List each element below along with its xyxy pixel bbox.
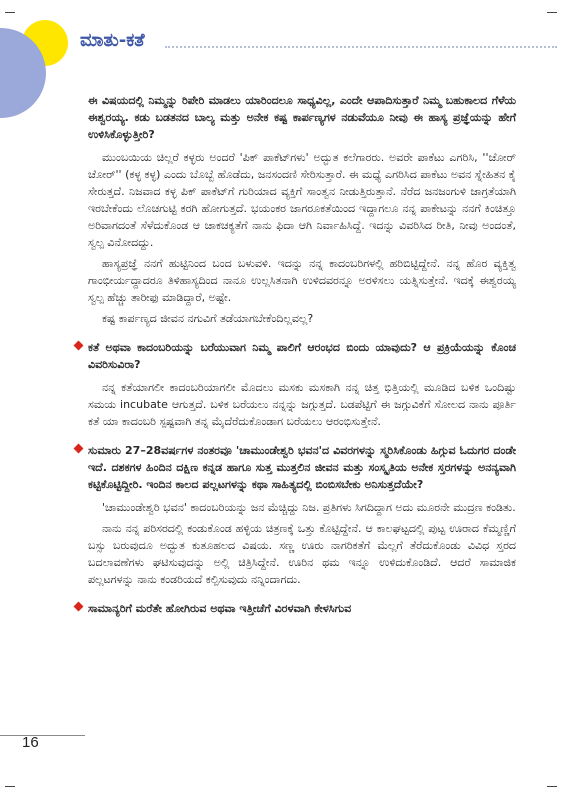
page-section-title: ಮಾತು-ಕತೆ (80, 30, 145, 51)
answer-3-paragraph-1: 'ಚಾಮುಂಡೇಶ್ವರಿ ಭವನ' ಕಾದಂಬರಿಯನ್ನು ಜನ ಮೆಚ್ಚಿದ್ದು ನಿಜ. ಪ್ರತಿಗಳು ಸಿಗದಿದ್ದಾಗ ಅದು ಮೂರನೇ ಮುದ್ರಣ ಕಂಡಿತು. (102, 501, 516, 514)
page-number: 16 (22, 734, 39, 751)
red-diamond-icon (74, 444, 84, 454)
red-diamond-icon (74, 341, 84, 351)
article-body (88, 92, 516, 623)
crop-mark (547, 786, 557, 787)
answer-1-paragraph-1: ಮುಂಬಯಿಯ ಚಿಲ್ಲರೆ ಕಳ್ಳರು ಅಂದರೆ 'ಪಿಕ್ ಪಾಕೆಟ್‌ಗಳು' ಅದ್ಭುತ ಕಲೆಗಾರರು. ಅವರೇ ಪಾಕೆಟು ಎಗರಿಸಿ, ''ಚೋರ್ ಚೋರ್'' (ಕಳ್ಳ ಕಳ್ಳ) ಎಂದು ಬೊಬ್ಬೆ ಹೊಡೆದು, ಜನಸಂದಣಿ ಸೇರಿಸುತ್ತಾರೆ. ಈ ಮಧ್ಯೆ ಎಗರಿಸಿದ ಪಾಕೆಟು ಅವನ ಸ್ನೇಹಿತನ ಕೈ ಸೇರುತ್ತದೆ. ನಿಜವಾದ ಕಳ್ಳ ಪಿಕ್ ಪಾಕೆಟ್‌ಗೆ ಗುರಿಯಾದ ವ್ಯಕ್ತಿಗೆ ಸಾಂತ್ವನ ನೀಡುತ್ತಿರುತ್ತಾನೆ. ನೆರೆದ ಜನಜಂಗುಳಿ ಜಾಗ್ರತೆಯಾಗಿ ಇರಬೇಕೆಂದು ಲೊಚಗುಟ್ಟಿ ಕರಗಿ ಹೋಗುತ್ತದೆ. ಭಯಂಕರ ಜಾಗರೂಕತೆಯಿಂದ ಇದ್ದಾಗಲೂ ನನ್ನ ಪಾಕೇಟನ್ನು ನನಗೆ ಕಿಂಚಿತ್ತೂ ಅರಿವಾಗದಂತೆ ಸೆಳೆದುಕೊಂಡ ಆ ಚಾಕಚಕ್ಯತೆಗೆ ನಾನು ಫಿದಾ ಆಗಿ ನಿರ್ವಾಹಿಸಿದ್ದೆ. ಇದನ್ನು ವಿವರಿಸಿದ ರೀತಿ, ನೀವು ಅಂದಂತೆ, ಸ್ವಲ್ಪ ವಿನೋದದ್ದು. (88, 151, 516, 249)
answer-2-paragraph-1: ನನ್ನ ಕತೆಯಾಗಲೀ ಕಾದಂಬರಿಯಾಗಲೀ ಮೊದಲು ಮಸಕು ಮಸಕಾಗಿ ನನ್ನ ಚಿತ್ತ ಭಿತ್ತಿಯಲ್ಲಿ ಮೂಡಿದ ಬಳಿಕ ಒಂದಿಷ್ಟು ಸಮಯ incubate ಆಗುತ್ತದೆ. ಬಳಿಕ ಬರೆಯಲು ನನ್ನನ್ನು ಜಗ್ಗುತ್ತದೆ. ಬಡಪೆಟ್ಟಿಗೆ ಈ ಜಗ್ಗುವಿಕೆಗೆ ಸೋಲದ ನಾನು ಪೂರ್ತಿ ಕತೆ ಯಾ ಕಾದಂಬರಿ ಸ್ಪಷ್ಟವಾಗಿ ತನ್ನ ಮೈದೆರೆದುಕೊಂಡಾಗ ಬರೆಯಲು ಆರಂಭಿಸುತ್ತೇನೆ. (88, 381, 516, 428)
question-2: ಕತೆ ಅಥವಾ ಕಾದಂಬರಿಯನ್ನು ಬರೆಯುವಾಗ ನಿಮ್ಮ ಪಾಲಿಗೆ ಆರಂಭದ ಬಿಂದು ಯಾವುದು? ಆ ಪ್ರಕ್ರಿಯೆಯನ್ನು ಕೊಂಚ ವಿವರಿಸುವಿರಾ? (88, 341, 516, 371)
answer-1-paragraph-2: ಹಾಸ್ಯಪ್ರಜ್ಞೆ ನನಗೆ ಹುಟ್ಟಿನಿಂದ ಬಂದ ಬಳುವಳಿ. ಇದನ್ನು ನನ್ನ ಕಾದಂಬರಿಗಳಲ್ಲಿ ಹರಿಬಿಟ್ಟಿದ್ದೇನೆ. ನನ್ನ ಹೊರ ವ್ಯಕ್ತಿತ್ವ ಗಾಂಭೀರ್ಯದ್ದಾದರೂ ತಿಳಿಹಾಸ್ಯದಿಂದ ನಾನೂ ಉಲ್ಲಸಿತನಾಗಿ ಉಳಿದವರನ್ನೂ ಅರಳಿಸಲು ಯತ್ನಿಸುತ್ತೇನೆ. ಇದಕ್ಕೆ ಈಶ್ವರಯ್ಯ ಸ್ವಲ್ಪ ಹೆಚ್ಚು ತಾರೀಫು ಮಾಡಿದ್ದಾರೆ, ಅಷ್ಟೇ. (88, 257, 516, 304)
question-4-row (88, 600, 516, 617)
question-1: ಈ ವಿಷಯದಲ್ಲಿ ನಿಮ್ಮನ್ನು ರಿಪೇರಿ ಮಾಡಲು ಯಾರಿಂದಲೂ ಸಾಧ್ಯವಿಲ್ಲ, ಎಂದೇ ಆಪಾದಿಸುತ್ತಾರೆ ನಿಮ್ಮ ಬಹುಕಾಲದ ಗೆಳೆಯ ಈಶ್ವರಯ್ಯ. ಕಡು ಬಡತನದ ಬಾಲ್ಯ ಮತ್ತು ಅನೇಕ ಕಷ್ಟ ಕಾರ್ಪಣ್ಯಗಳ ನಡುವೆಯೂ ನೀವು ಈ ಹಾಸ್ಯ ಪ್ರಜ್ಞೆಯನ್ನು ಹೇಗೆ ಉಳಿಸಿಕೊಳ್ಳುತ್ತೀರಿ? (88, 94, 516, 141)
answer-1-paragraph-3: ಕಷ್ಟ ಕಾರ್ಪಣ್ಯದ ಜೀವನ ನಗುವಿಗೆ ತಡೆಯಾಗಬೇಕೆಂದಿಲ್ಲವಲ್ಲ? (102, 312, 314, 325)
crop-mark (5, 786, 15, 787)
answer-3-paragraph-2: ನಾನು ನನ್ನ ಪರಿಸರದಲ್ಲಿ ಕಂಡುಕೊಂಡ ಹಳ್ಳಿಯ ಚಿತ್ರಣಕ್ಕೆ ಒತ್ತು ಕೊಟ್ಟಿದ್ದೇನೆ. ಆ ಕಾಲಘಟ್ಟದಲ್ಲಿ ಪುಟ್ಟ ಊರಾದ ಕೆಮ್ಮಣ್ಣಿಗೆ ಬಸ್ಸು ಬರುವುದೂ ಅದ್ಭುತ ಕುತೂಹಲದ ವಿಷಯ. ಸಣ್ಣ ಊರು ನಾಗರಿಕತೆಗೆ ಮೆಲ್ಲಗೆ ತೆರೆದುಕೊಂಡು ವಿವಿಧ ಸ್ತರದ ಬದಲಾವಣೆಗಳು ಘಟಿಸುವುದನ್ನು ಅಲ್ಲಿ ಚಿತ್ರಿಸಿದ್ದೇನೆ. ಊರಿನ ಥಮ ಇನ್ನೂ ಉಳಿದುಕೊಂಡಿದೆ. ಆದರೆ ಸಾಮಾಜಿಕ ಪಲ್ಲಟಗಳನ್ನು ನಾನು ಕಂಡರಿಯದೆ ಕಲ್ಪಿಸುವುದು ನನ್ನಿಂದಾಗದು. (88, 522, 516, 586)
crop-mark (5, 12, 15, 13)
qa-block-2 (88, 339, 516, 430)
header-dotted-rule (165, 46, 557, 48)
question-3-row (88, 442, 516, 493)
qa-block-3 (88, 442, 516, 588)
crop-mark (547, 12, 557, 13)
question-3: ಸುಮಾರು 27–28ವರ್ಷಗಳ ನಂತರವೂ 'ಚಾಮುಂಡೇಶ್ವರಿ ಭವನ'ದ ವಿವರಗಳನ್ನು ಸ್ಮರಿಸಿಕೊಂಡು ಹಿಗ್ಗುವ ಓದುಗರ ದಂಡೇ ಇದೆ. ದಶಕಗಳ ಹಿಂದಿನ ದಕ್ಷಿಣ ಕನ್ನಡ ಹಾಗೂ ಸುತ್ತ ಮುತ್ತಲಿನ ಜೀವನ ಮತ್ತು ಸಂಸ್ಕೃತಿಯ ಅನೇಕ ಸ್ತರಗಳನ್ನು ಅನನ್ಯವಾಗಿ ಕಟ್ಟಿಕೊಟ್ಟಿದ್ದೀರಿ. ಇಂದಿನ ಕಾಲದ ಪಲ್ಲಟಗಳನ್ನು ಕಥಾ ಸಾಹಿತ್ಯದಲ್ಲಿ ಬಿಂಬಿಸಬೇಕು ಅನಿಸುತ್ತದೆಯೇ? (88, 444, 516, 491)
red-diamond-icon (74, 602, 84, 612)
qa-block-1 (88, 92, 516, 327)
footer-rule (0, 735, 85, 736)
question-2-row (88, 339, 516, 373)
question-4: ಸಾಮಾನ್ಯರಿಗೆ ಮರೆತೇ ಹೋಗಿರುವ ಅಥವಾ ಇತ್ತೀಚೆಗೆ ವಿರಳವಾಗಿ ಕೇಳಸಿಗುವ (88, 602, 352, 615)
